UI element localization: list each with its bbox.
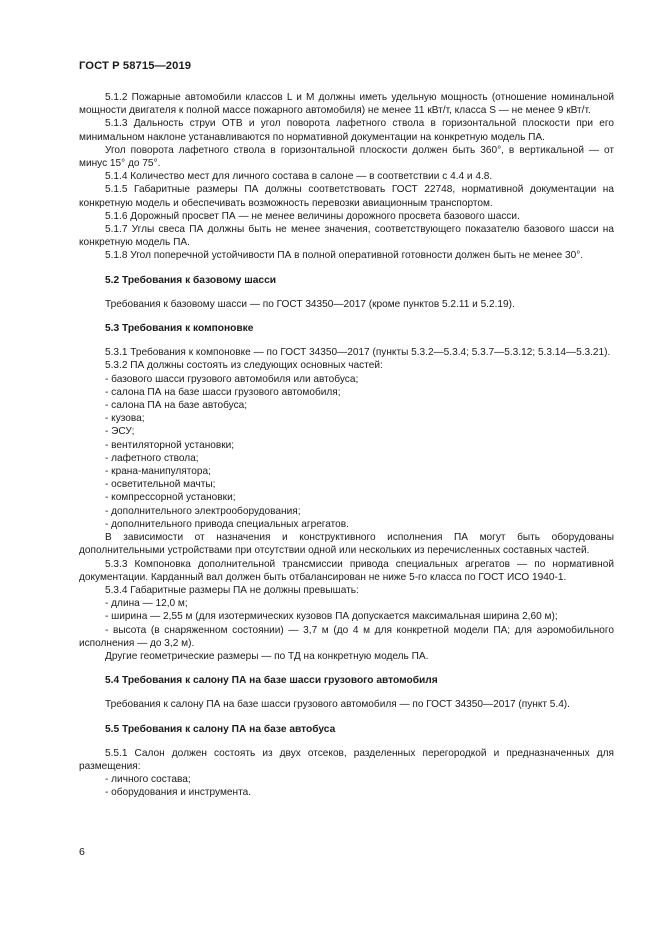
paragraph: 5.1.2 Пожарные автомобили классов L и М должны иметь удельную мощность (отношение номинальной мощности двигателя к полной массе пожарного автомобиля) не менее 11 кВт/т, класса S — не менее 9 кВт/т. xyxy=(79,92,614,117)
list-item: - оборудования и инструмента. xyxy=(105,787,252,799)
document-body xyxy=(79,91,614,800)
list-item: - салона ПА на базе шасси грузового автомобиля; xyxy=(105,386,341,398)
page-number: 6 xyxy=(79,846,85,858)
list-item: - осветительной мачты; xyxy=(105,479,216,491)
list-item: - кузова; xyxy=(105,413,145,425)
list-item: - базового шасси грузового автомобиля или автобуса; xyxy=(105,373,359,385)
section-heading: 5.2 Требования к базовому шасси xyxy=(105,274,276,286)
list-item: - салона ПА на базе автобуса; xyxy=(105,400,248,412)
list-item: - ширина — 2,55 м (для изотермических кузовов ПА допускается максимальная ширина 2,60 м); xyxy=(105,611,558,623)
paragraph: 5.1.6 Дорожный просвет ПА — не менее величины дорожного просвета базового шасси. xyxy=(105,210,520,222)
paragraph: 5.1.8 Угол поперечной устойчивости ПА в полной оперативной готовности должен быть не менее 30°. xyxy=(105,250,584,262)
paragraph: - высота (в снаряженном состоянии) — 3,7 м (до 4 м для конкретной модели ПА; для аэромобильного исполнения — до 3,2 м). xyxy=(79,624,614,649)
paragraph: 5.1.3 Дальность струи ОТВ и угол поворота лафетного ствола в горизонтальной плоскости при его минимальном наклоне устанавливаются по нормативной документации на конкретную модель ПА. xyxy=(79,118,614,143)
list-item: - компрессорной установки; xyxy=(105,492,236,504)
standard-header: ГОСТ Р 58715—2019 xyxy=(79,60,192,72)
paragraph: Угол поворота лафетного ствола в горизонтальной плоскости должен быть 360°, в вертикальной — от минус 15° до 75°. xyxy=(79,144,614,170)
paragraph: Требования к базовому шасси — по ГОСТ 34350—2017 (кроме пунктов 5.2.11 и 5.2.19). xyxy=(105,298,515,310)
list-item: - длина — 12,0 м; xyxy=(105,598,188,610)
paragraph: 5.3.3 Компоновка дополнительной трансмиссии привода специальных агрегатов — по нормативной документации. Карданный вал должен быть отбалансирован не ниже 5-го класса по ГОСТ ИСО 1940-1. xyxy=(79,558,614,583)
paragraph: 5.5.1 Салон должен состоять из двух отсеков, разделенных перегородкой и предназначенных для размещения: xyxy=(79,747,614,772)
list-item: - личного состава; xyxy=(105,774,191,786)
list-item: - крана-манипулятора; xyxy=(105,466,211,478)
paragraph: 5.1.5 Габаритные размеры ПА должны соответствовать ГОСТ 22748, нормативной документации на конкретную модель и обеспечивать возможность перевозки авиационным транспортом. xyxy=(79,184,614,209)
paragraph: Требования к салону ПА на базе шасси грузового автомобиля — по ГОСТ 34350—2017 (пункт 5.4). xyxy=(105,699,570,711)
list-item: - дополнительного электрооборудования; xyxy=(105,505,301,517)
list-item: - лафетного ствола; xyxy=(105,452,199,464)
paragraph: 5.3.1 Требования к компоновке — по ГОСТ 34350—2017 (пункты 5.3.2—5.3.4; 5.3.7—5.3.12; 5.3.14—5.3.21). xyxy=(105,347,611,359)
section-heading: 5.3 Требования к компоновке xyxy=(105,323,254,335)
section-heading: 5.4 Требования к салону ПА на базе шасси грузового автомобиля xyxy=(105,675,438,687)
paragraph: Другие геометрические размеры — по ТД на конкретную модель ПА. xyxy=(105,650,429,662)
list-item: - дополнительного привода специальных агрегатов. xyxy=(105,518,349,530)
list-item: - вентиляторной установки; xyxy=(105,439,235,451)
paragraph: 5.3.2 ПА должны состоять из следующих основных частей: xyxy=(105,360,383,372)
paragraph: 5.1.4 Количество мест для личного состава в салоне — в соответствии с 4.4 и 4.8. xyxy=(105,171,493,183)
paragraph: 5.1.7 Углы свеса ПА должны быть не менее значения, соответствующего показателю базового шасси на конкретную модель ПА. xyxy=(79,224,614,249)
section-heading: 5.5 Требования к салону ПА на базе автобуса xyxy=(105,723,336,735)
list-item: - ЭСУ; xyxy=(105,426,135,438)
paragraph: 5.3.4 Габаритные размеры ПА не должны превышать: xyxy=(105,584,359,596)
paragraph: В зависимости от назначения и конструктивного исполнения ПА могут быть оборудованы дополнительными устройствами при отсутствии одной или нескольких из перечисленных составных частей. xyxy=(79,532,614,557)
